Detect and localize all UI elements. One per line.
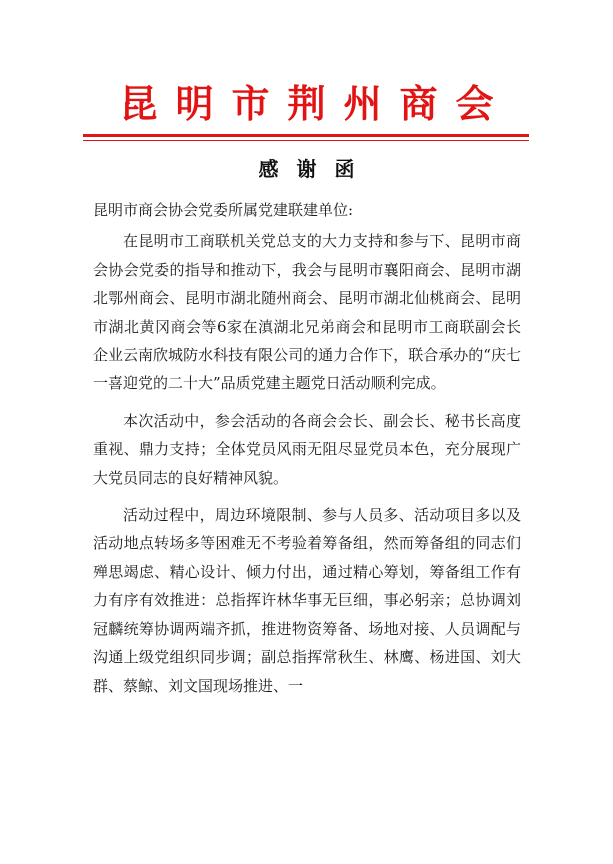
salutation: 昆明市商会协会党委所属党建联建单位: bbox=[93, 201, 354, 219]
document-title: 感谢函 bbox=[258, 157, 373, 181]
paragraph-1: 在昆明市工商联机关党总支的大力支持和参与下、昆明市商会协会党委的指导和推动下，我会与昆明市襄阳商会、昆明市湖北鄂州商会、昆明市湖北随州商会、昆明市湖北仙桃商会、昆明市湖北黄冈商会等6家在滇湖北兄弟商会和昆明市工商联副会长企业云南欣城防水科技有限公司的通力合作下，联合承办的“庆七一喜迎党的二十大”品质党建主题党日活动顺利完成。 bbox=[93, 232, 521, 393]
organization-title: 昆明市荆州商会 bbox=[119, 81, 512, 126]
paragraph-2: 本次活动中，参会活动的各商会会长、副会长、秘书长高度重视、鼎力支持；全体党员风雨无阻尽显党员本色，充分展现广大党员同志的良好精神风貌。 bbox=[93, 411, 521, 487]
header-rule-thick bbox=[83, 134, 529, 137]
letter-body bbox=[93, 196, 521, 709]
header-rule-thin bbox=[83, 140, 529, 141]
paragraph-3: 活动过程中，周边环境限制、参与人员多、活动项目多以及活动地点转场多等困难无不考验着筹备组，然而筹备组的同志们殚思竭虑、精心设计、倾力付出，通过精心筹划，筹备组工作有力有序有效推进：总指挥许林华事无巨细，事必躬亲；总协调刘冠麟统筹协调两端齐抓，推进物资筹备、场地对接、人员调配与沟通上级党组织同步调；副总指挥常秋生、林鹰、杨进国、刘大群、蔡鲸、刘文国现场推进、一 bbox=[93, 506, 521, 695]
